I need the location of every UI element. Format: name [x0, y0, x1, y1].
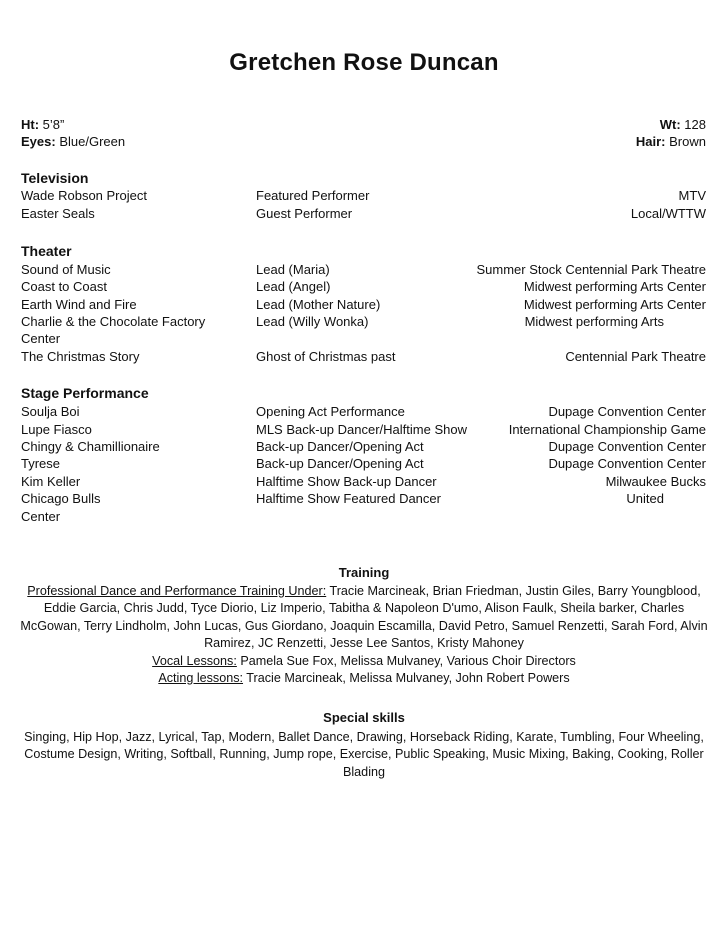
training-section	[14, 583, 714, 687]
dance-training-text: Tracie Marcineak, Brian Friedman, Justin Giles, Barry Youngblood, Eddie Garcia, Chris Judd, Tyce Diorio, Liz Imperio, Tabitha & Napoleon D'umo, Alison Faulk, Sheila barker, Charles McGowan, Terry Lindholm, John Lucas, Gus Giordano, Joaquin Escamilla, David Petro, Samuel Renzetti, Sarah Ford, Alvin Ramirez, JC Renzetti, Jesse Lee Santos, Kristy Mahoney	[20, 584, 708, 651]
credit-venue: Dupage Convention Center	[548, 456, 706, 471]
credit-role: Lead (Mother Nature)	[256, 297, 381, 312]
dance-training	[14, 583, 714, 653]
credit-venue: Midwest performing Arts	[524, 314, 664, 329]
credit-role: Halftime Show Featured Dancer	[256, 491, 441, 506]
credit-title: Tyrese	[21, 456, 61, 471]
credit-row	[21, 473, 706, 491]
credit-role: Featured Performer	[256, 188, 370, 203]
credit-row	[21, 421, 706, 439]
credit-venue: Midwest performing Arts Center	[523, 279, 706, 294]
credit-row	[21, 348, 706, 366]
credit-role: Guest Performer	[256, 206, 353, 221]
credit-venue: International Championship Game	[508, 422, 706, 437]
credit-title: Soulja Boi	[21, 404, 80, 419]
credit-venue: MTV	[678, 188, 706, 203]
credit-role: Lead (Angel)	[256, 279, 331, 294]
television-heading: Television	[21, 170, 89, 186]
credit-row	[21, 403, 706, 421]
theater-heading: Theater	[21, 243, 72, 259]
credit-title: Kim Keller	[21, 474, 81, 489]
credit-role: Lead (Willy Wonka)	[256, 314, 369, 329]
acting-training	[14, 670, 714, 687]
credit-title: Coast to Coast	[21, 279, 107, 294]
vocal-training-text: Pamela Sue Fox, Melissa Mulvaney, Various Choir Directors	[236, 653, 576, 668]
credit-row	[21, 490, 706, 508]
credit-title: Wade Robson Project	[21, 188, 147, 203]
acting-training-label: Acting lessons:	[158, 671, 244, 686]
credit-row	[21, 313, 706, 331]
height-value: 5’8”	[42, 117, 65, 132]
vocal-training	[14, 653, 714, 670]
vocal-training-label: Vocal Lessons:	[152, 653, 237, 668]
credit-role: Lead (Maria)	[256, 262, 330, 277]
credit-role: Halftime Show Back-up Dancer	[256, 474, 437, 489]
credit-venue: Dupage Convention Center	[548, 404, 706, 419]
weight-stat	[660, 116, 706, 134]
credit-row	[21, 205, 706, 223]
credit-title: The Christmas Story	[21, 349, 140, 364]
stage-heading: Stage Performance	[21, 385, 149, 401]
credit-venue: United	[626, 491, 664, 506]
credit-wrap-text: Center	[21, 509, 61, 524]
credit-wrap-text: Center	[21, 331, 61, 346]
hair-value: Brown	[669, 134, 706, 149]
credit-venue: Midwest performing Arts Center	[523, 297, 706, 312]
acting-training-text: Tracie Marcineak, Melissa Mulvaney, John Robert Powers	[243, 671, 570, 686]
skills-section	[14, 729, 714, 781]
eyes-value: Blue/Green	[59, 134, 126, 149]
credit-venue: Centennial Park Theatre	[565, 349, 706, 364]
credit-venue: Milwaukee Bucks	[605, 474, 706, 489]
credit-title: Chicago Bulls	[21, 491, 101, 506]
eyes-label: Eyes:	[21, 134, 56, 149]
credit-title: Sound of Music	[21, 262, 111, 277]
weight-value: 128	[684, 117, 706, 132]
credit-row	[21, 261, 706, 279]
credit-role: Opening Act Performance	[256, 404, 405, 419]
height-stat	[21, 116, 64, 134]
credit-title: Chingy & Chamillionaire	[21, 439, 160, 454]
credit-venue: Local/WTTW	[630, 206, 706, 221]
hair-stat	[636, 133, 706, 151]
stats-row-1	[21, 116, 706, 134]
height-label: Ht:	[21, 117, 40, 132]
credit-venue: Dupage Convention Center	[548, 439, 706, 454]
credit-venue: Summer Stock Centennial Park Theatre	[476, 262, 706, 277]
credit-title: Lupe Fiasco	[21, 422, 92, 437]
credit-row	[21, 187, 706, 205]
weight-label: Wt:	[659, 117, 681, 132]
credit-role: MLS Back-up Dancer/Halftime Show	[256, 422, 467, 437]
credit-row	[21, 296, 706, 314]
eyes-stat	[21, 133, 125, 151]
credit-row	[21, 278, 706, 296]
credit-title: Easter Seals	[21, 206, 95, 221]
credit-role: Ghost of Christmas past	[256, 349, 396, 364]
stats-row-2	[21, 133, 706, 151]
credit-role: Back-up Dancer/Opening Act	[256, 456, 424, 471]
training-heading: Training	[338, 565, 390, 580]
resume-name: Gretchen Rose Duncan	[229, 49, 499, 76]
hair-label: Hair:	[635, 134, 666, 149]
credit-role: Back-up Dancer/Opening Act	[256, 439, 424, 454]
credit-title: Charlie & the Chocolate Factory	[21, 314, 206, 329]
skills-heading: Special skills	[323, 710, 405, 725]
skills-text: Singing, Hip Hop, Jazz, Lyrical, Tap, Modern, Ballet Dance, Drawing, Horseback Riding, Karate, Tumbling, Four Wheeling, Costume Design, Writing, Softball, Running, Jump rope, Exercise, Public Speaking, Music Mixing, Baking, Cooking, Roller Blading	[24, 730, 704, 779]
dance-training-label: Professional Dance and Performance Training Under:	[27, 584, 327, 598]
credit-row	[21, 438, 706, 456]
credit-title: Earth Wind and Fire	[21, 297, 137, 312]
credit-row	[21, 455, 706, 473]
